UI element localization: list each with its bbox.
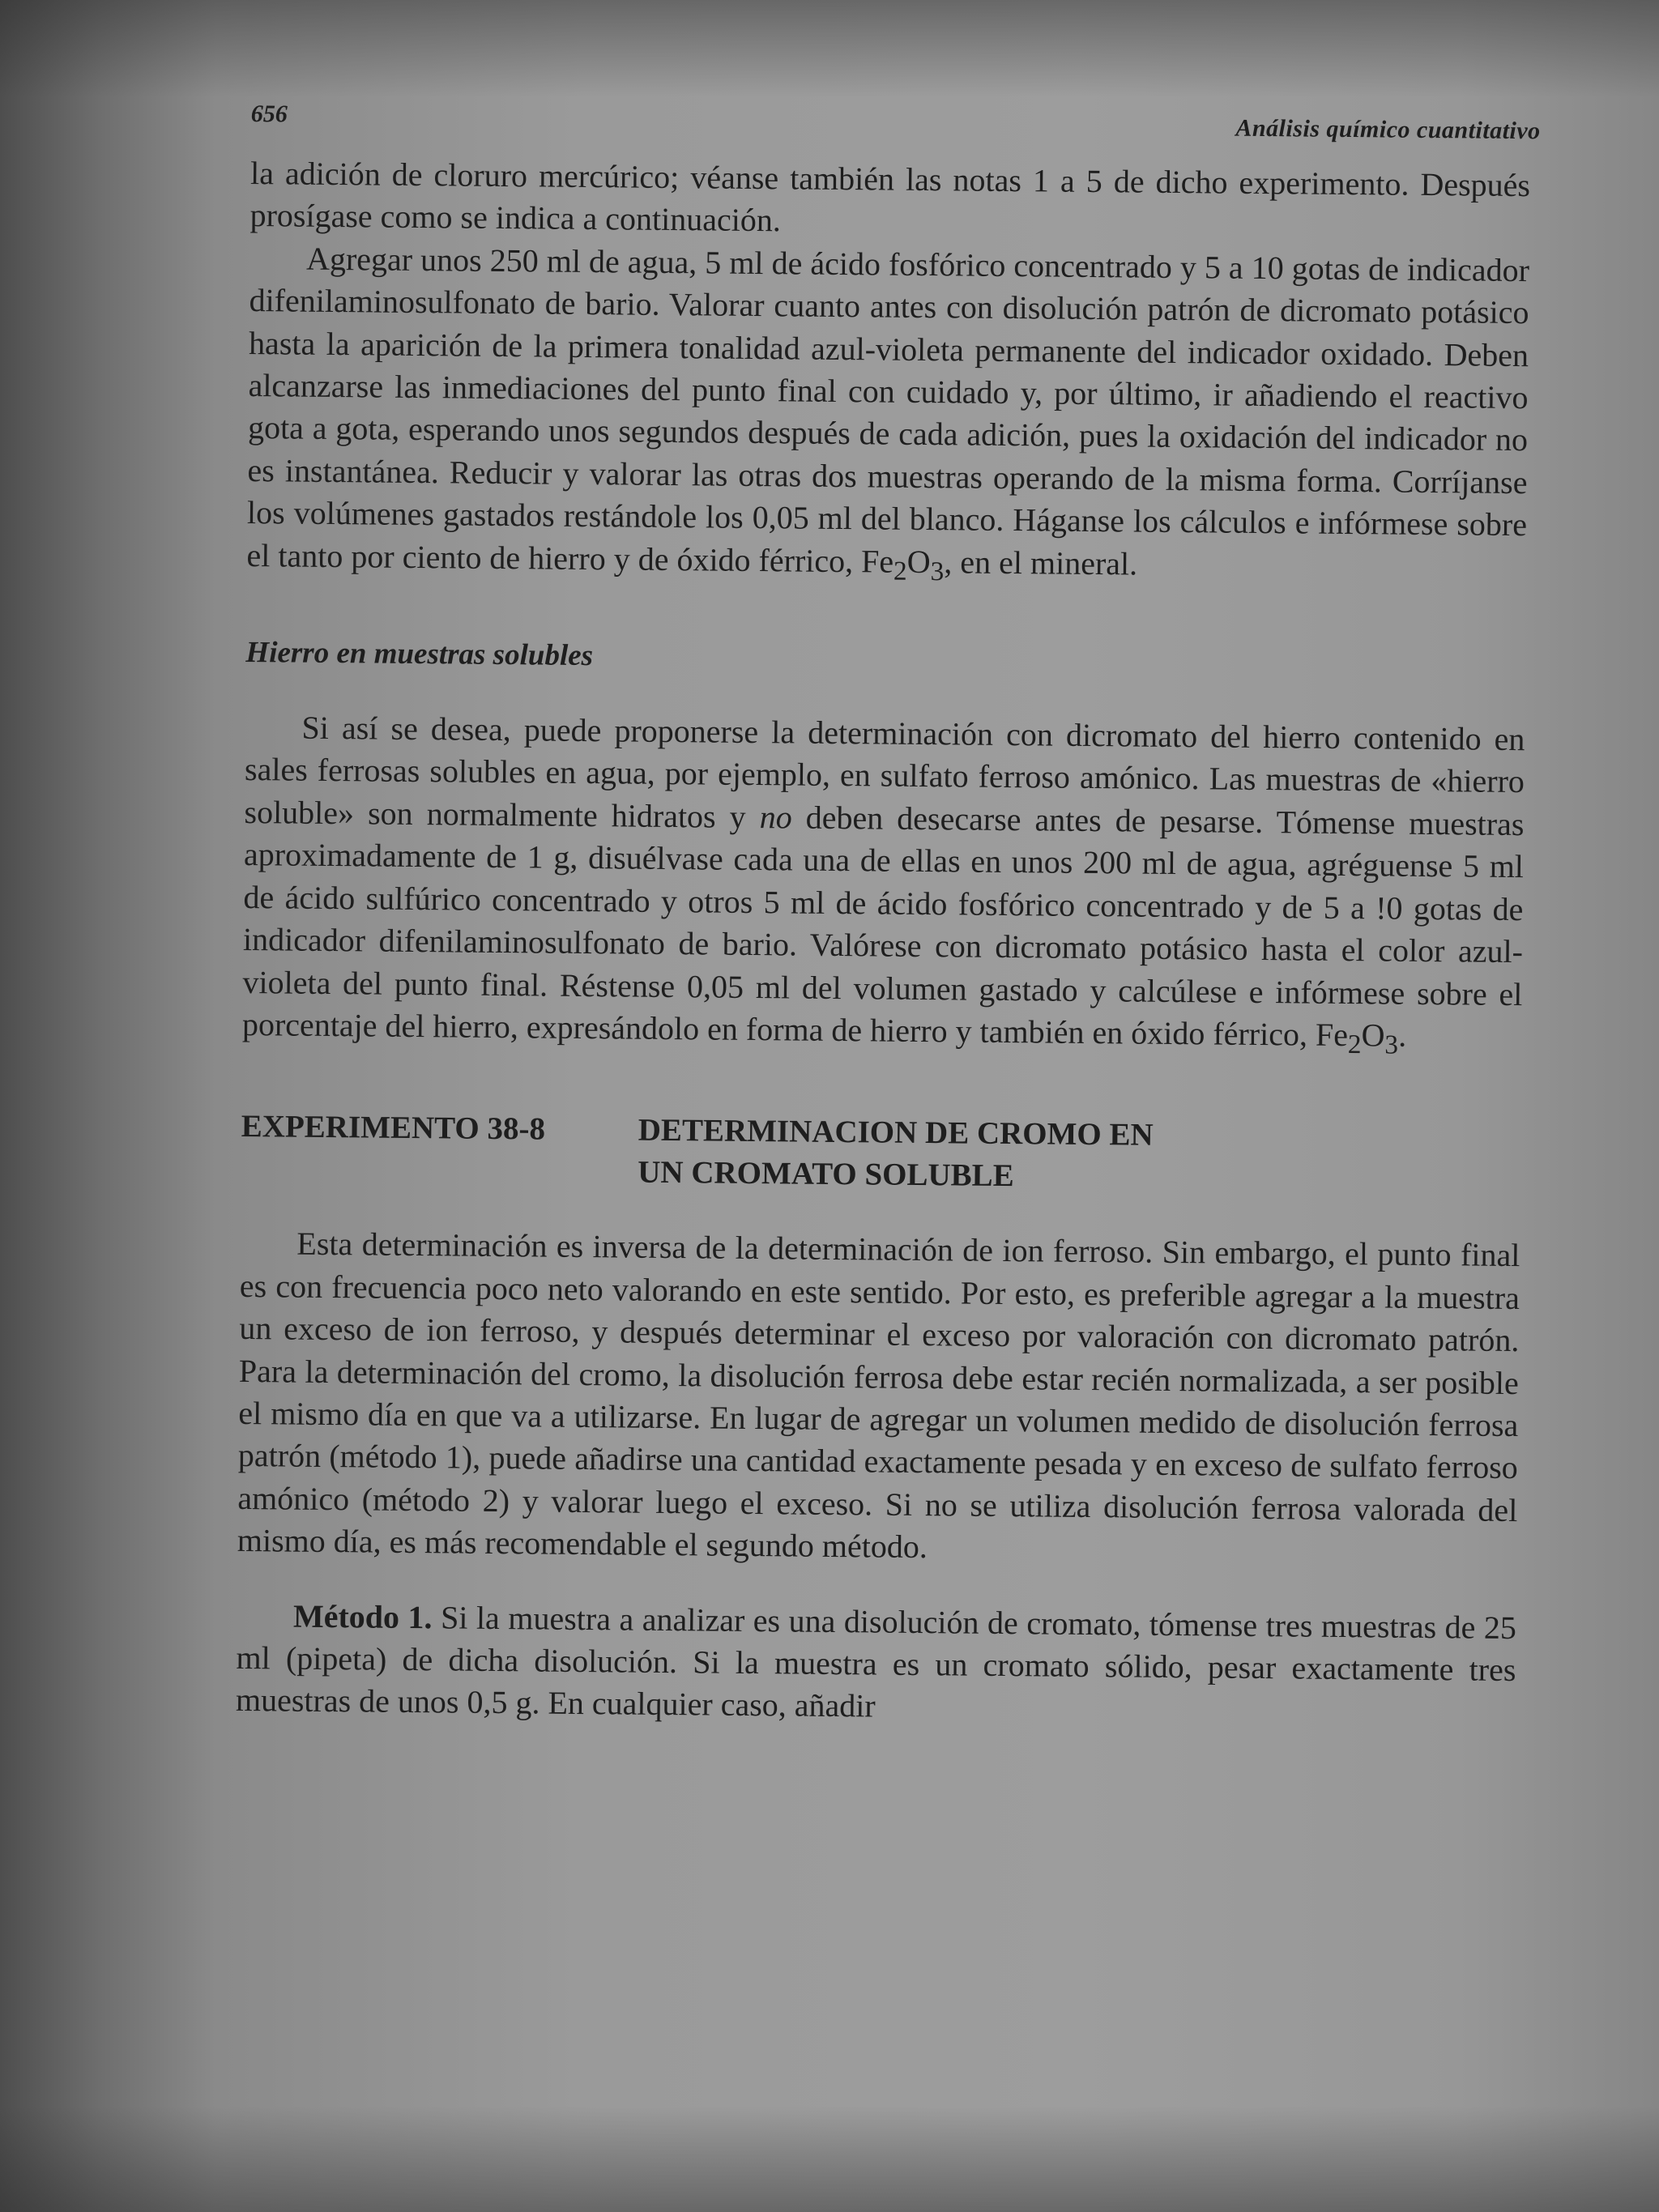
emphasis-no: no [759,798,792,836]
experiment-title-line-1: DETERMINACION DE CROMO EN [638,1112,1154,1153]
experiment-title [638,1110,1286,1200]
formula-ferric-oxide: $Fe_2O_3$ [860,542,945,586]
experiment-number: EXPERIMENTO 38-8 [241,1109,546,1147]
paragraph-titration-procedure [246,237,1529,599]
paragraph-chromium-intro: Esta determinación es inversa de la determinación de ion ferroso. Sin embargo, el punto final es con frecuencia poco neto valorando en este sentido. Por esto, es preferible agregar a la muestra un exceso de ion ferroso, y después determinar el exceso por valoración con dicromato patrón. Para la determinación del cromo, la disolución ferrosa debe estar recién normalizada, a ser posible el mismo día en que va a utilizarse. En lugar de agregar un volumen medido de disolución ferrosa patrón (método 1), puede añadirse una cantidad exactamente pesada y en exceso de sulfato ferroso amónico (método 2) y valorar luego el exceso. Si no se utiliza disolución ferrosa valorada del mismo día, es más recomendable el segundo método. [237,1225,1520,1566]
section-heading: Hierro en muestras solubles [245,636,594,673]
paragraph-text-middle: deben desecarse antes de pesarse. Tómense muestras aproximadamente de 1 g, disuélvase cada una de ellas en unos 200 ml de agua, agréguense 5 ml de ácido sulfúrico concentrado y otros 5 ml de ácido fosfórico concentrado y de 5 a !0 gotas de indicador difenilaminosulfonato de bario. Valórese con dicromato potásico hasta el color azul-violeta del punto final. Réstense 0,05 ml del volumen gastado y calcúlese e infórmese sobre el porcentaje del hierro, expresándolo en forma de hierro y también en óxido férrico, [241,799,1525,1053]
running-title: Análisis químico cuantitativo [1235,114,1541,145]
page-number: 656 [250,100,288,128]
method-label: Método 1. [292,1597,433,1635]
paragraph-text-end: , en el mineral. [944,543,1138,582]
formula-ferric-oxide: $Fe_2O_3$ [1315,1016,1399,1060]
photo-shadow-top [0,0,1659,97]
experiment-heading [241,1106,1521,1202]
experiment-title-line-2: UN CROMATO SOLUBLE [638,1154,1014,1194]
paragraph-text: Si la muestra a analizar es una disolución de cromato, tómense tres muestras de 25 ml (pipeta) de dicha disolución. Si la muestra es un cromato sólido, pesar exactamente tres muestras de unos 0,5 g. En cualquier caso, añadir [235,1598,1517,1724]
paragraph-text: Si así se desea, puede proponerse la determinación con dicromato del hierro contenido en sales ferrosas solubles en agua, por ejemplo, en sulfato ferroso amónico. Las muestras de «hierro soluble» son normalmente hidratos y [244,709,1525,835]
paragraph-method-1 [236,1594,1516,1733]
paragraph-text: Agregar unos 250 ml de agua, 5 ml de ácido fosfórico concentrado y 5 a 10 gotas de indicador difenilaminosulfonato de bario. Valorar cuanto antes con disolución patrón de dicromato potásico hasta la aparición de la primera tonalidad azul-violeta permanente del indicador oxidado. Deben alcanzarse las inmediaciones del punto final con cuidado y, por último, ir añadiendo el reactivo gota a gota, esperando unos segundos después de cada adición, pues la oxidación del indicador no es instantánea. Reducir y valorar las otras dos muestras operando de la misma forma. Corríjanse los volúmenes gastados restándole los 0,05 ml del blanco. Háganse los cálculos e infórmese sobre el tanto por ciento de hierro y de óxido férrico, [246,240,1530,579]
paragraph-soluble-iron [242,706,1525,1068]
paragraph-text-end: . [1397,1016,1407,1054]
page-content [231,96,1541,2197]
paragraph-continuation: la adición de cloruro mercúrico; véanse también las notas 1 a 5 de dicho experimento. Después prosígase como se indica a continuación. [249,154,1531,239]
